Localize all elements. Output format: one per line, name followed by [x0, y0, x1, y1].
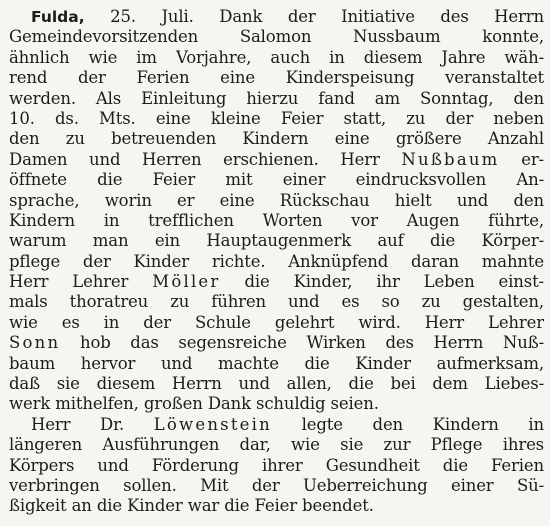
article-line: öffnete die Feier mit einer eindrucksvollen An- — [9, 170, 544, 190]
article-line — [9, 150, 544, 170]
article-text: legte den Kindern in — [301, 414, 544, 434]
dateline: Fulda, — [31, 8, 85, 26]
article-line: ßigkeit an die Kinder war die Feier beendet. — [9, 496, 374, 516]
article-line: pflege der Kinder richte. Anknüpfend daran mahnte — [9, 251, 544, 271]
article-text: er- — [521, 149, 544, 169]
article-text: 25. Juli. Dank der Initiative des Herrn — [110, 7, 544, 26]
article-line: daß sie diesem Herrn und allen, die bei dem Liebes- — [9, 374, 544, 394]
article-line: ähnlich wie im Vorjahre, auch in diesem Jahre wäh- — [9, 47, 544, 67]
article-line: warum man ein Hauptaugenmerk auf die Körper- — [9, 231, 544, 251]
article-text: die Kinder, ihr Leben einst- — [244, 272, 544, 292]
article-line: Gemeindevorsitzenden Salomon Nussbaum konnte, — [9, 27, 544, 47]
article-line: 10. ds. Mts. eine kleine Feier statt, zu der neben — [9, 108, 544, 128]
article-line: werk mithelfen, großen Dank schuldig seien. — [9, 394, 379, 414]
article-line — [9, 333, 544, 353]
article-line: den zu betreuenden Kindern eine größere Anzahl — [9, 129, 544, 149]
article-line: werden. Als Einleitung hierzu fand am Sonntag, den — [9, 88, 544, 108]
article-line — [9, 415, 544, 435]
person-name: Nußbaum — [401, 149, 500, 169]
article-text: Herr Lehrer — [9, 272, 129, 292]
article-line: wie es in der Schule gelehrt wird. Herr Lehrer — [9, 312, 544, 332]
article-line: längeren Ausführungen dar, wie sie zur Pflege ihres — [9, 435, 544, 455]
person-name: Möller — [152, 272, 221, 292]
article-line: sprache, worin er eine Rückschau hielt und den — [9, 190, 544, 210]
article-text: Damen und Herren erschienen. Herr — [9, 149, 380, 169]
article-line — [9, 272, 544, 292]
article-line: verbringen sollen. Mit der Ueberreichung einer Sü- — [9, 475, 544, 495]
article-line: Kindern in trefflichen Worten vor Augen führte, — [9, 210, 544, 230]
article-line — [9, 7, 544, 27]
article-line: rend der Ferien eine Kinderspeisung veranstaltet — [9, 68, 544, 88]
article-line: Körpers und Förderung ihrer Gesundheit die Ferien — [9, 455, 544, 475]
person-name: Löwenstein — [153, 414, 272, 434]
article-line: baum hervor und machte die Kinder aufmerksam, — [9, 353, 544, 373]
article-text: Herr Dr. — [31, 414, 125, 434]
person-name: Sonn — [9, 333, 61, 353]
article-text: hob das segensreiche Wirken des Herrn Nuß- — [79, 333, 544, 353]
article-line: mals thoratreu zu führen und es so zu gestalten, — [9, 292, 544, 312]
